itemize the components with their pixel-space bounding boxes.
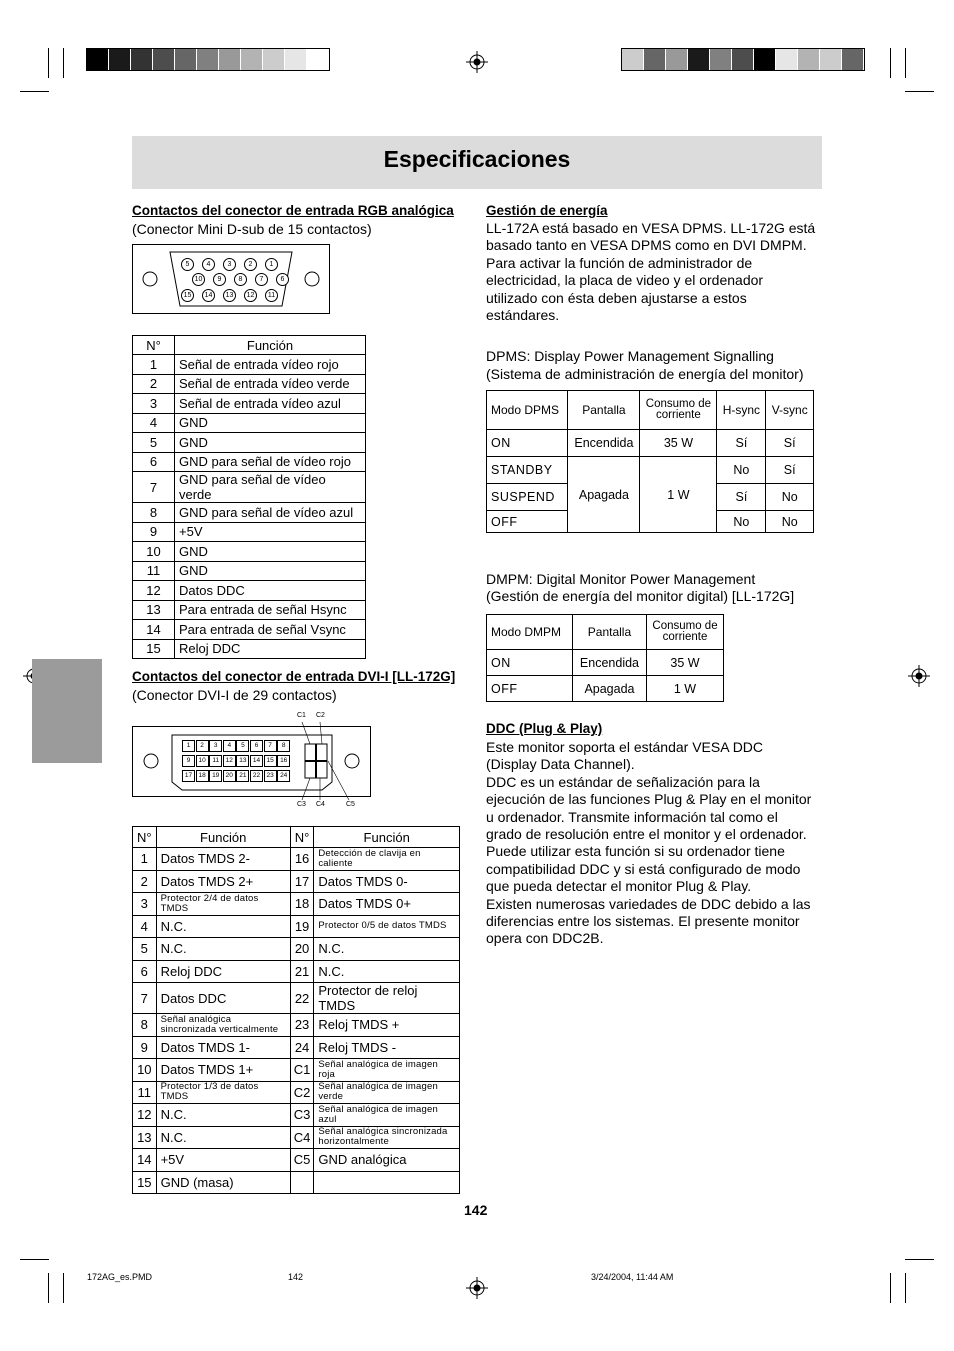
color-swatch xyxy=(842,49,864,70)
pin-number: 9 xyxy=(133,522,175,542)
pin-number: C3 xyxy=(290,1104,314,1127)
page-number: 142 xyxy=(464,1202,488,1218)
table-row xyxy=(133,433,366,453)
color-swatch xyxy=(754,49,776,70)
color-swatch xyxy=(219,49,241,70)
vga-connector-diagram xyxy=(132,244,330,314)
dmpm-header-mode: Modo DMPM xyxy=(487,615,573,650)
dvi-pin: 7 xyxy=(264,740,277,752)
table-row xyxy=(133,620,366,640)
dpms-suspend-vsync: No xyxy=(766,484,814,511)
pin-function: Datos DDC xyxy=(156,983,290,1014)
dpms-off-vsync: No xyxy=(766,511,814,533)
pin-function: N.C. xyxy=(314,960,460,983)
pin-function: Reloj DDC xyxy=(156,960,290,983)
pin-function: GND para señal de vídeo verde xyxy=(175,472,366,503)
pin-number: 8 xyxy=(133,1014,157,1037)
color-swatch xyxy=(241,49,263,70)
pin-function: Datos DDC xyxy=(175,581,366,601)
pin-number: 7 xyxy=(133,983,157,1014)
rgb-heading: Contactos del conector de entrada RGB analógica xyxy=(132,203,454,218)
pin-number: 11 xyxy=(133,561,175,581)
pin-number: 3 xyxy=(133,893,157,916)
table-row xyxy=(133,848,460,871)
color-swatch xyxy=(285,49,307,70)
dvi-pin: 15 xyxy=(264,755,277,767)
vga-pin: 6 xyxy=(276,273,289,286)
dpms-table xyxy=(486,390,814,533)
pin-number: 21 xyxy=(290,960,314,983)
pin-function: Datos TMDS 2+ xyxy=(156,870,290,893)
color-swatch xyxy=(263,49,285,70)
pin-function: GND (masa) xyxy=(156,1171,290,1194)
pin-number: 9 xyxy=(133,1036,157,1059)
dpms-on-mode: ON xyxy=(487,430,568,457)
pin-number: 1 xyxy=(133,848,157,871)
vga-pin: 1 xyxy=(265,258,278,271)
color-bar-left xyxy=(86,48,330,71)
pin-number: 10 xyxy=(133,1059,157,1082)
color-swatch xyxy=(666,49,688,70)
table-row xyxy=(133,561,366,581)
pin-function: N.C. xyxy=(156,1126,290,1149)
col-header-function-2: Función xyxy=(314,827,460,848)
dmpm-off-power: 1 W xyxy=(647,676,724,702)
dvi-pin-table xyxy=(132,826,460,1194)
pin-number: 8 xyxy=(133,503,175,523)
pin-function: Reloj TMDS + xyxy=(314,1014,460,1037)
dpms-header-hsync: H-sync xyxy=(717,391,766,430)
dvi-pin: 12 xyxy=(223,755,236,767)
table-row xyxy=(133,1081,460,1104)
pin-function: Protector 0/5 de datos TMDS xyxy=(314,915,460,938)
pin-function: Señal analógica de imagen roja xyxy=(314,1059,460,1082)
dmpm-on-screen: Encendida xyxy=(572,650,646,676)
pin-number: 19 xyxy=(290,915,314,938)
dpms-low-power: 1 W xyxy=(640,457,717,533)
pin-number: 20 xyxy=(290,938,314,961)
dvi-pin: 8 xyxy=(277,740,290,752)
pin-function: Protector 1/3 de datos TMDS xyxy=(156,1081,290,1104)
footer-page: 142 xyxy=(288,1272,304,1282)
table-row xyxy=(133,1104,460,1127)
pin-number: 13 xyxy=(133,600,175,620)
pin-number: 2 xyxy=(133,374,175,394)
pin-function: +5V xyxy=(175,522,366,542)
dvi-pin: 14 xyxy=(250,755,263,767)
vga-pin: 14 xyxy=(202,289,215,302)
table-row xyxy=(133,522,366,542)
table-row xyxy=(133,1014,460,1037)
dvi-subheading: (Conector DVI-I de 29 contactos) xyxy=(132,687,337,703)
pin-function: GND analógica xyxy=(314,1149,460,1172)
pin-function: GND para señal de vídeo azul xyxy=(175,503,366,523)
color-swatch xyxy=(87,49,109,70)
col-header-function: Función xyxy=(156,827,290,848)
table-row xyxy=(133,983,460,1014)
pin-number: 15 xyxy=(133,1171,157,1194)
dvi-pin: 6 xyxy=(250,740,263,752)
rgb-pin-table xyxy=(132,335,366,659)
pin-function: Datos TMDS 0+ xyxy=(314,893,460,916)
dmpm-table xyxy=(486,614,724,702)
dvi-heading xyxy=(132,669,455,684)
vga-pin: 11 xyxy=(265,289,278,302)
side-tab xyxy=(32,659,102,763)
registration-mark-icon xyxy=(466,51,488,73)
dvi-connector-diagram xyxy=(132,710,372,810)
dvi-pin: 18 xyxy=(196,770,209,782)
color-swatch xyxy=(622,49,644,70)
color-swatch xyxy=(798,49,820,70)
dvi-pin: 1 xyxy=(182,740,195,752)
dvi-pin: 23 xyxy=(264,770,277,782)
dpms-suspend-mode: SUSPEND xyxy=(487,484,568,511)
table-row xyxy=(133,870,460,893)
dmpm-off-mode: OFF xyxy=(487,676,573,702)
pin-number xyxy=(290,1171,314,1194)
dmpm-header-screen: Pantalla xyxy=(572,615,646,650)
vga-pin: 7 xyxy=(255,273,268,286)
pin-function: Detección de clavija en caliente xyxy=(314,848,460,871)
vga-pin: 4 xyxy=(202,258,215,271)
dpms-on-hsync: Sí xyxy=(717,430,766,457)
pin-function: Datos TMDS 1- xyxy=(156,1036,290,1059)
table-row xyxy=(133,639,366,659)
color-swatch xyxy=(820,49,842,70)
pin-function: Protector 2/4 de datos TMDS xyxy=(156,893,290,916)
dpms-off-mode: OFF xyxy=(487,511,568,533)
pin-number: 11 xyxy=(133,1081,157,1104)
pin-number: C5 xyxy=(290,1149,314,1172)
dmpm-on-power: 35 W xyxy=(647,650,724,676)
table-row xyxy=(133,542,366,562)
ddc-heading: DDC (Plug & Play) xyxy=(486,721,603,736)
color-swatch xyxy=(776,49,798,70)
color-swatch xyxy=(710,49,732,70)
dvi-label-c3: C3 xyxy=(297,801,306,808)
pin-number: 18 xyxy=(290,893,314,916)
vga-pin: 8 xyxy=(234,273,247,286)
dvi-heading-suffix: [LL-172G] xyxy=(388,669,456,684)
pin-number: C2 xyxy=(290,1081,314,1104)
table-row xyxy=(133,355,366,375)
pin-number: 6 xyxy=(133,452,175,472)
dpms-on-vsync: Sí xyxy=(766,430,814,457)
pin-function: Señal analógica de imagen verde xyxy=(314,1081,460,1104)
dvi-pin: 24 xyxy=(277,770,290,782)
pin-number: 7 xyxy=(133,472,175,503)
color-bar-right xyxy=(621,48,865,71)
title-band xyxy=(132,136,822,189)
dvi-pin: 10 xyxy=(196,755,209,767)
pin-number: 5 xyxy=(133,938,157,961)
vga-pin: 5 xyxy=(181,258,194,271)
table-row xyxy=(133,413,366,433)
table-row xyxy=(133,394,366,414)
pin-number: 17 xyxy=(290,870,314,893)
dvi-pin: 4 xyxy=(223,740,236,752)
pin-function: Señal de entrada vídeo azul xyxy=(175,394,366,414)
pin-function: Reloj DDC xyxy=(175,639,366,659)
pin-number: 12 xyxy=(133,1104,157,1127)
table-row xyxy=(133,452,366,472)
footer-date: 3/24/2004, 11:44 AM xyxy=(591,1272,674,1282)
color-swatch xyxy=(153,49,175,70)
dpms-header-screen: Pantalla xyxy=(568,391,640,430)
dvi-pin: 22 xyxy=(250,770,263,782)
col-header-number: N° xyxy=(133,336,175,355)
table-row xyxy=(133,600,366,620)
dpms-header-mode: Modo DPMS xyxy=(487,391,568,430)
dpms-standby-hsync: No xyxy=(717,457,766,484)
table-row xyxy=(133,1126,460,1149)
pin-function: N.C. xyxy=(156,1104,290,1127)
dvi-pin: 9 xyxy=(182,755,195,767)
registration-mark-icon xyxy=(908,665,930,687)
color-swatch xyxy=(175,49,197,70)
pin-number: 3 xyxy=(133,394,175,414)
dvi-pin: 21 xyxy=(236,770,249,782)
table-row xyxy=(133,915,460,938)
dmpm-line2: (Gestión de energía del monitor digital) [LL-172G] xyxy=(486,588,795,604)
table-row xyxy=(133,503,366,523)
col-header-number-2: N° xyxy=(290,827,314,848)
table-row xyxy=(133,1149,460,1172)
table-row xyxy=(133,1059,460,1082)
dpms-standby-mode: STANDBY xyxy=(487,457,568,484)
dpms-header-power: Consumo de corriente xyxy=(640,391,717,430)
pin-number: 6 xyxy=(133,960,157,983)
pin-function: Reloj TMDS - xyxy=(314,1036,460,1059)
dvi-label-c5: C5 xyxy=(346,801,355,808)
pin-function: N.C. xyxy=(156,938,290,961)
pin-function: Señal de entrada vídeo verde xyxy=(175,374,366,394)
pin-number: 24 xyxy=(290,1036,314,1059)
footer-file: 172AG_es.PMD xyxy=(87,1272,153,1282)
dvi-pin: 17 xyxy=(182,770,195,782)
color-swatch xyxy=(644,49,666,70)
pin-function: Para entrada de señal Hsync xyxy=(175,600,366,620)
dvi-label-c2: C2 xyxy=(316,712,325,719)
table-row xyxy=(133,938,460,961)
dpms-suspend-hsync: Sí xyxy=(717,484,766,511)
dpms-standby-vsync: Sí xyxy=(766,457,814,484)
pin-number: 16 xyxy=(290,848,314,871)
dpms-off-hsync: No xyxy=(717,511,766,533)
pin-function: GND xyxy=(175,433,366,453)
pin-function: Datos TMDS 2- xyxy=(156,848,290,871)
color-swatch xyxy=(688,49,710,70)
pin-function: Datos TMDS 1+ xyxy=(156,1059,290,1082)
dmpm-line1: DMPM: Digital Monitor Power Management xyxy=(486,571,756,587)
table-row xyxy=(133,1036,460,1059)
vga-pin: 2 xyxy=(244,258,257,271)
pin-function: Señal analógica sincronizada verticalmente xyxy=(156,1014,290,1037)
table-row xyxy=(133,581,366,601)
table-row xyxy=(133,374,366,394)
color-swatch xyxy=(307,49,329,70)
dpms-low-screen: Apagada xyxy=(568,457,640,533)
pin-function: Datos TMDS 0- xyxy=(314,870,460,893)
color-swatch xyxy=(197,49,219,70)
vga-pin: 13 xyxy=(223,289,236,302)
color-swatch xyxy=(732,49,754,70)
dvi-pin: 3 xyxy=(209,740,222,752)
color-swatch xyxy=(131,49,153,70)
dpms-line1: DPMS: Display Power Management Signalling xyxy=(486,348,774,364)
power-heading: Gestión de energía xyxy=(486,203,608,218)
ddc-body: Este monitor soporta el estándar VESA DDC (Display Data Channel). DDC es un estándar de señalización para la ejecución de las funciones Plug & Play en el monitor u ordenador. Transmite información tal como el grado de resolución entre el monitor y el ordenador. Puede utilizar esta función si su ordenador tiene compatibilidad DDC y si está configurado de modo que pueda detectar el monitor Plug & Play. Existen numerosas variedades de DDC debido a las diferencias entre los sistemas. El presente monitor opera con DDC2B. xyxy=(486,739,812,947)
pin-function xyxy=(314,1171,460,1194)
table-row xyxy=(133,893,460,916)
dvi-pin: 19 xyxy=(209,770,222,782)
col-header-function: Función xyxy=(175,336,366,355)
table-row xyxy=(133,1171,460,1194)
dpms-on-screen: Encendida xyxy=(568,430,640,457)
pin-number: 13 xyxy=(133,1126,157,1149)
dmpm-header-power: Consumo de corriente xyxy=(647,615,724,650)
registration-mark-icon xyxy=(466,1277,488,1299)
dvi-label-c1: C1 xyxy=(297,712,306,719)
pin-function: +5V xyxy=(156,1149,290,1172)
page-title: Especificaciones xyxy=(383,146,571,172)
dvi-pin: 2 xyxy=(196,740,209,752)
dvi-pin: 16 xyxy=(277,755,290,767)
pin-number: 14 xyxy=(133,620,175,640)
pin-number: 12 xyxy=(133,581,175,601)
pin-number: C4 xyxy=(290,1126,314,1149)
pin-function: Señal analógica sincronizada horizontalmente xyxy=(314,1126,460,1149)
dmpm-on-mode: ON xyxy=(487,650,573,676)
dpms-header-vsync: V-sync xyxy=(766,391,814,430)
dpms-on-power: 35 W xyxy=(640,430,717,457)
rgb-subheading: (Conector Mini D-sub de 15 contactos) xyxy=(132,221,372,237)
pin-function: N.C. xyxy=(156,915,290,938)
vga-pin: 12 xyxy=(244,289,257,302)
pin-function: GND xyxy=(175,413,366,433)
pin-function: Señal analógica de imagen azul xyxy=(314,1104,460,1127)
dvi-pin: 11 xyxy=(209,755,222,767)
dvi-label-c4: C4 xyxy=(316,801,325,808)
col-header-number: N° xyxy=(133,827,157,848)
vga-pin: 15 xyxy=(181,289,194,302)
vga-pin: 9 xyxy=(213,273,226,286)
dvi-pin: 20 xyxy=(223,770,236,782)
pin-function: Protector de reloj TMDS xyxy=(314,983,460,1014)
dpms-line2: (Sistema de administración de energía del monitor) xyxy=(486,366,804,382)
pin-number: C1 xyxy=(290,1059,314,1082)
vga-pin: 3 xyxy=(223,258,236,271)
color-swatch xyxy=(109,49,131,70)
pin-number: 2 xyxy=(133,870,157,893)
pin-number: 14 xyxy=(133,1149,157,1172)
pin-number: 1 xyxy=(133,355,175,375)
table-row xyxy=(133,472,366,503)
pin-function: GND xyxy=(175,542,366,562)
power-body: LL-172A está basado en VESA DPMS. LL-172G está basado tanto en VESA DPMS como en DVI DMPM. Para activar la función de administrador de electricidad, la placa de video y el ordenador utilizado con ésta deben ajustarse a estos estándares. xyxy=(486,220,816,324)
dvi-pin: 13 xyxy=(236,755,249,767)
pin-number: 23 xyxy=(290,1014,314,1037)
pin-function: Para entrada de señal Vsync xyxy=(175,620,366,640)
pin-number: 5 xyxy=(133,433,175,453)
pin-function: GND para señal de vídeo rojo xyxy=(175,452,366,472)
pin-number: 15 xyxy=(133,639,175,659)
pin-number: 4 xyxy=(133,413,175,433)
pin-function: GND xyxy=(175,561,366,581)
pin-function: N.C. xyxy=(314,938,460,961)
dmpm-off-screen: Apagada xyxy=(572,676,646,702)
pin-function: Señal de entrada vídeo rojo xyxy=(175,355,366,375)
table-row xyxy=(133,960,460,983)
dvi-pin: 5 xyxy=(236,740,249,752)
pin-number: 10 xyxy=(133,542,175,562)
dvi-heading-text: Contactos del conector de entrada DVI-I xyxy=(132,669,389,684)
pin-number: 22 xyxy=(290,983,314,1014)
pin-number: 4 xyxy=(133,915,157,938)
vga-pin: 10 xyxy=(192,273,205,286)
